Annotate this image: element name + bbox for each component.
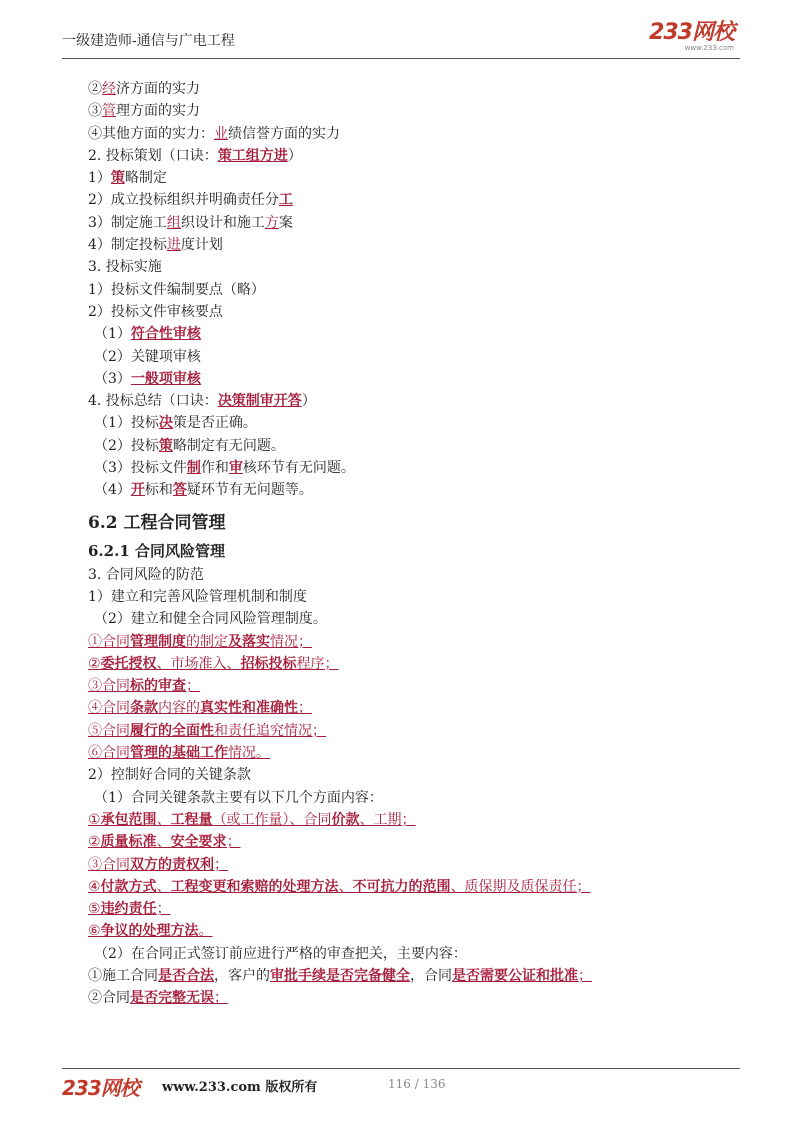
document-body	[88, 78, 728, 1010]
text-line: 3）制定施工组织设计和施工方案	[88, 214, 293, 231]
text-line: ⑤合同履行的全面性和责任追究情况；	[88, 722, 326, 739]
text-line: （2）建立和健全合同风险管理制度。	[94, 611, 327, 628]
text-line: ⑥争议的处理方法。	[88, 923, 213, 940]
text-line: ⑤违约责任；	[88, 901, 171, 918]
copyright-text: www.233.com 版权所有	[162, 1080, 318, 1095]
text-line: 2）成立投标组织并明确责任分工	[88, 192, 293, 209]
text-line: 4. 投标总结（口诀：决策制审开答）	[88, 393, 316, 410]
page-number: 116 / 136	[388, 1077, 446, 1091]
section-heading: 6.2 工程合同管理	[88, 512, 226, 533]
text-line: ①承包范围、工程量（或工作量）、合同价款、工期；	[88, 811, 416, 828]
text-line: ②质量标准、安全要求；	[88, 834, 241, 851]
footer-logo: 233网校	[62, 1076, 139, 1100]
text-line: 3. 投标实施	[88, 259, 162, 276]
logo-url: www.233.com	[684, 44, 734, 52]
text-line: ③管理方面的实力	[88, 103, 200, 120]
text-line: ②经济方面的实力	[88, 81, 200, 97]
text-line: ②委托授权、市场准入、招标投标程序；	[88, 655, 339, 672]
text-line: ④合同条款内容的真实性和准确性；	[88, 700, 312, 717]
text-line: ①合同管理制度的制定及落实情况；	[88, 633, 312, 650]
page-footer	[62, 1072, 740, 1098]
text-line: （3）投标文件制作和审核环节有无问题。	[94, 460, 355, 477]
text-line: ③合同双方的责权利；	[88, 856, 228, 873]
text-line: 2）控制好合同的关键条款	[88, 767, 251, 784]
text-line: 2. 投标策划（口诀：策工组方进）	[88, 147, 302, 164]
text-line: ①施工合同是否合法，客户的审批手续是否完备健全，合同是否需要公证和批准；	[88, 967, 592, 984]
text-line: （2）在合同正式签订前应进行严格的审查把关，主要内容：	[94, 945, 467, 962]
text-line: （1）投标决策是否正确。	[94, 415, 257, 432]
text-line: 2）投标文件审核要点	[88, 303, 223, 320]
text-line: （1）符合性审核	[94, 326, 201, 343]
text-line: 4）制定投标进度计划	[88, 237, 223, 254]
text-line: 1）策略制定	[88, 170, 167, 187]
text-line: 1）投标文件编制要点（略）	[88, 281, 265, 298]
logo-text: 233网校	[649, 20, 734, 45]
text-line: 1）建立和完善风险管理机制和制度	[88, 588, 307, 605]
page-header	[62, 22, 738, 58]
subsection-heading: 6.2.1 合同风险管理	[88, 541, 225, 560]
text-line: ④其他方面的实力：业绩信誉方面的实力	[88, 125, 340, 142]
text-line: （2）关键项审核	[94, 348, 201, 365]
text-line: 3. 合同风险的防范	[88, 566, 204, 583]
text-line: （1）合同关键条款主要有以下几个方面内容：	[94, 789, 383, 806]
text-line: ③合同标的审查；	[88, 678, 200, 695]
text-line: （2）投标策略制定有无问题。	[94, 437, 285, 454]
header-divider	[62, 58, 740, 59]
brand-logo	[649, 22, 734, 52]
footer-divider	[62, 1068, 740, 1069]
document-title: 一级建造师-通信与广电工程	[62, 33, 235, 49]
text-line: （3）一般项审核	[94, 370, 201, 387]
text-line: ②合同是否完整无误；	[88, 990, 228, 1007]
text-line: （4）开标和答疑环节有无问题等。	[94, 482, 313, 499]
text-line: ⑥合同管理的基础工作情况。	[88, 745, 270, 762]
text-line: ④付款方式、工程变更和索赔的处理方法、不可抗力的范围、质保期及质保责任；	[88, 878, 591, 895]
